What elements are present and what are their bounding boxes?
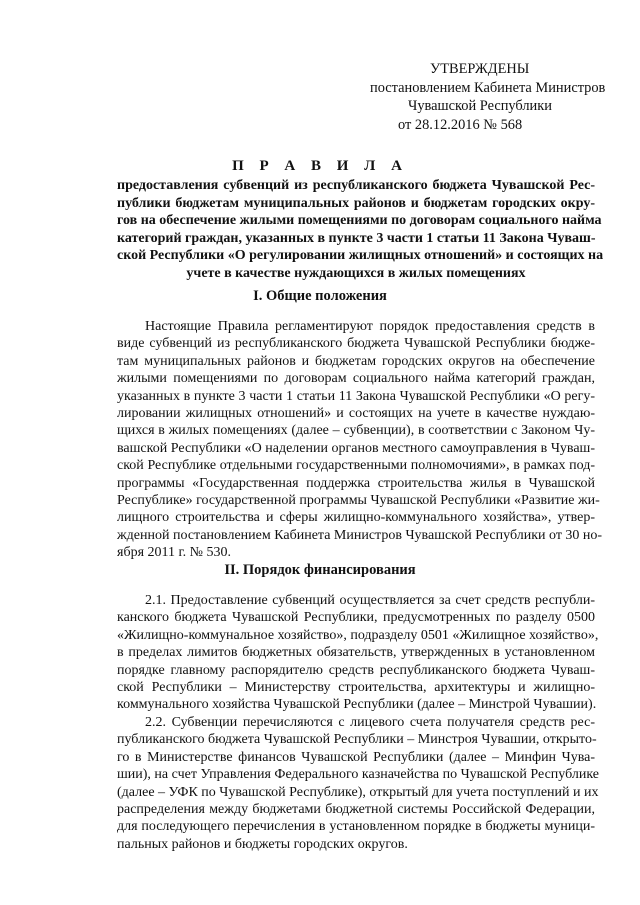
subtitle-line: ской Республики «О регулировании жилищных отношений» и состоящих на [117,248,604,264]
paragraph-line: коммунального хозяйства Чувашской Республики (далее – Минстрой Чувашии). [117,697,597,713]
paragraph-line: там муниципальных районов и бюджетам городских округов на обеспечение [117,353,595,369]
paragraph-line: «Жилищно-коммунальное хозяйство», подразделу 0501 «Жилищное хозяйство», [117,627,599,643]
paragraph-line: пальных районов и бюджеты городских округов. [117,836,408,852]
paragraph-line: в пределах лимитов бюджетных обязательств, утвержденных в установленном [117,645,595,661]
paragraph-line: указанных в пункте 3 части 1 статьи 11 Закона Чувашской Республики «О регу- [117,388,595,404]
paragraph-line: 2.1. Предоставление субвенций осуществляется за счет средств республи- [145,593,595,608]
approval-line-date: от 28.12.2016 № 568 [398,116,523,133]
section-heading-financing: II. Порядок финансирования [224,562,416,578]
paragraph-line: программы «Государственная поддержка строительства жилья в Чувашской [117,475,595,491]
paragraph-line: канского бюджета Чувашской Республики, предусмотренных по разделу 0500 [117,610,595,626]
paragraph-line: ября 2011 г. № 530. [117,545,232,561]
paragraph-2-2 [117,714,600,853]
paragraph-line: Настоящие Правила регламентируют порядок предоставления средств в [145,319,595,334]
subtitle-line: учете в качестве нуждающихся в жилых помещениях [186,265,526,281]
approval-line-decree: постановлением Кабинета Министров [370,79,606,96]
paragraph-line: виде субвенций из республиканского бюджета Чувашской Республики бюдже- [117,336,595,352]
paragraph-general [117,318,603,562]
paragraph-line: для последующего перечисления в установленном порядке в бюджеты муници- [117,819,595,835]
paragraph-line: го в Министерстве финансов Чувашской Республики (далее – Минфин Чува- [117,749,595,765]
document-subtitle [117,177,604,283]
paragraph-line: распределения между бюджетами бюджетной системы Российской Федерации, [117,802,595,818]
paragraph-line: жилыми помещениями по договорам социального найма категорий граждан, [117,371,595,387]
paragraph-line: 2.2. Субвенции перечисляются с лицевого счета получателя средств рес- [145,715,595,730]
section-heading-general: I. Общие положения [253,288,387,304]
paragraph-line: Республике» государственной программы Чувашской Республики «Развитие жи- [117,493,600,509]
paragraph-line: ской Республики – Министерству строительства, архитектуры и жилищно- [117,680,595,696]
paragraph-line: лировании жилищных отношений» и состоящих на учете в качестве нуждаю- [117,406,595,422]
subtitle-line: категорий граждан, указанных в пункте 3 части 1 статьи 11 Закона Чуваш- [117,230,596,246]
approval-title: УТВЕРЖДЕНЫ [430,61,530,77]
paragraph-2-1 [117,592,599,714]
paragraph-line: ской Республике отдельными государственными полномочиями», в рамках под- [117,458,595,474]
subtitle-line: предоставления субвенций из республиканского бюджета Чувашской Рес- [117,178,595,193]
paragraph-line: шии), на счет Управления Федерального казначейства по Чувашской Республике [117,767,600,783]
approval-line-republic: Чувашской Республики [408,98,552,114]
paragraph-line: вашской Республики «О наделении органов местного самоуправления в Чуваш- [117,440,595,456]
paragraph-line: щихся в жилых помещениях (далее – субвенции), в соответствии с Законом Чу- [117,423,595,439]
paragraph-line: лищного строительства и сферы жилищно-коммунального хозяйства», утвер- [117,510,595,526]
paragraph-line: публиканского бюджета Чувашской Республики – Минстроя Чувашии, открыто- [117,732,597,748]
approval-block [368,60,608,134]
document-title: П Р А В И Л А [232,158,408,174]
paragraph-line: порядке главному распорядителю средств республиканского бюджета Чуваш- [117,662,595,678]
paragraph-line: жденной постановлением Кабинета Министров Чувашской Республики от 30 но- [117,527,603,543]
paragraph-line: (далее – УФК по Чувашской Республике), открытый для учета поступлений и их [117,784,599,800]
subtitle-line: гов на обеспечение жилыми помещениями по договорам социального найма [117,213,602,229]
subtitle-line: публики бюджетам муниципальных районов и бюджетам городских окру- [117,195,595,211]
